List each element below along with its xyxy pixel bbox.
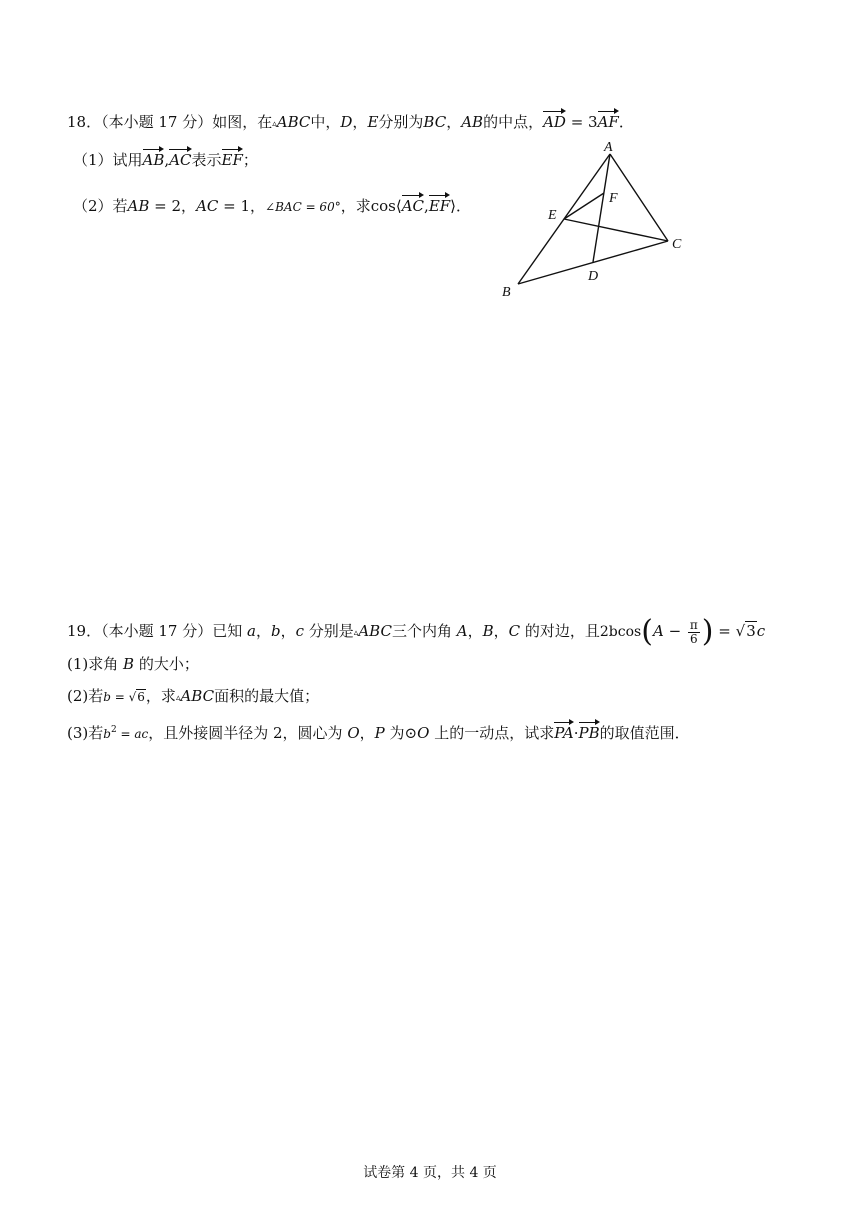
- text: cos⟨: [370, 197, 402, 215]
- sqrt-3: [736, 614, 757, 648]
- segment-ab: AB: [461, 113, 484, 131]
- text: 分别是: [304, 622, 354, 640]
- text: =: [713, 622, 736, 640]
- text: 的对边，且: [520, 622, 600, 640]
- segment-ad-line: [593, 154, 610, 262]
- formula-a: A: [652, 622, 664, 640]
- angle-bac: ∠BAC = 60°: [265, 200, 341, 214]
- text: 上的一动点，试求: [429, 724, 555, 742]
- q19-triangle-label: ABC: [358, 622, 392, 640]
- text: 为: [384, 724, 405, 742]
- triangle-icon: ▵: [353, 628, 359, 638]
- angle-b: B: [123, 655, 135, 673]
- text: =: [116, 727, 135, 741]
- text: 中，: [310, 113, 341, 131]
- text: ，: [352, 113, 368, 131]
- vector-pa: PA: [554, 724, 574, 742]
- text: ，求: [340, 197, 371, 215]
- q18-header: （本小题 17 分）如图，在: [101, 113, 273, 131]
- text: = 2，: [149, 197, 197, 215]
- q18-part2: [73, 196, 471, 217]
- text: = 1，: [218, 197, 266, 215]
- fraction-pi-6: [688, 619, 700, 646]
- q18-number: 18．: [67, 113, 102, 131]
- circle-dot-icon: ⊙: [404, 724, 418, 742]
- vector-ef: EF: [428, 197, 451, 215]
- side-a: a: [247, 622, 256, 640]
- q19-triangle-label: ABC: [180, 687, 215, 705]
- triangle-icon: ▵: [175, 693, 181, 703]
- text: （1）试用: [73, 151, 143, 169]
- text: 的大小；: [134, 655, 199, 673]
- label-f: F: [609, 191, 618, 206]
- radicand: 3: [746, 622, 756, 640]
- segment-ef-line: [564, 193, 604, 219]
- text: ，: [467, 622, 483, 640]
- text: = 3: [565, 113, 598, 131]
- vector-ab: AB: [142, 151, 165, 169]
- angle-c: C: [508, 622, 521, 640]
- q18-triangle-label: ABC: [276, 113, 311, 131]
- text: 面积的最大值；: [214, 687, 320, 705]
- point-p: P: [374, 724, 385, 742]
- fraction-numerator: π: [689, 617, 698, 632]
- text: =: [110, 690, 129, 704]
- text: ,: [424, 197, 429, 215]
- text: ，: [255, 622, 271, 640]
- vector-ad: AD: [543, 113, 566, 131]
- dot-operator: ·: [573, 724, 579, 742]
- product-ac: ac: [134, 727, 149, 741]
- page-footer: 试卷第 4 页，共 4 页: [363, 1165, 497, 1181]
- text: ．: [618, 113, 634, 131]
- side-c: c: [295, 622, 304, 640]
- vector-ef: EF: [221, 151, 243, 169]
- q19-header: （本小题 17 分）已知: [101, 622, 247, 640]
- text: ，: [280, 622, 296, 640]
- angle-b: B: [482, 622, 494, 640]
- text: 表示: [191, 151, 222, 169]
- label-a: A: [604, 140, 613, 155]
- vector-af: AF: [597, 113, 619, 131]
- text: (2)若: [67, 687, 104, 705]
- formula-2b: 2b: [599, 624, 618, 640]
- side-b: b: [103, 690, 111, 704]
- segment-ec-line: [564, 219, 668, 241]
- q18-part1: [73, 150, 258, 170]
- vector-ac: AC: [401, 197, 425, 215]
- radicand: 6: [137, 690, 145, 704]
- point-d: D: [340, 113, 353, 131]
- side-b: b: [103, 727, 111, 741]
- text: ，: [446, 113, 462, 131]
- formula-c: c: [756, 622, 766, 640]
- formula-cos: cos: [617, 624, 642, 640]
- vector-ac: AC: [169, 151, 192, 169]
- text: (3)若: [67, 724, 104, 742]
- text: 三个内角: [391, 622, 457, 640]
- sqrt-icon: √: [735, 622, 746, 640]
- text: ，求: [145, 687, 176, 705]
- label-b: B: [502, 285, 511, 300]
- text: −: [663, 622, 686, 640]
- side-b: b: [270, 622, 281, 640]
- triangle-icon: ▵: [272, 119, 277, 129]
- right-paren-icon: ): [701, 614, 714, 649]
- q19-part1: [67, 654, 199, 674]
- text: ；: [242, 151, 258, 169]
- triangle-figure: [498, 136, 688, 301]
- angle-a: A: [456, 622, 468, 640]
- sqrt-icon: √: [128, 690, 137, 704]
- segment-bc: BC: [423, 113, 447, 131]
- text: ,: [164, 151, 170, 169]
- text: ⟩: [450, 197, 457, 215]
- text: ．: [456, 197, 472, 215]
- center-o: O: [417, 724, 430, 742]
- label-d: D: [588, 269, 599, 284]
- exponent: 2: [110, 725, 117, 735]
- label-c: C: [672, 237, 682, 252]
- left-paren-icon: (: [641, 614, 653, 649]
- vector-pb: PB: [578, 724, 600, 742]
- q19-stem: [67, 614, 765, 648]
- text: ，: [359, 724, 375, 742]
- text: （2）若: [73, 197, 128, 215]
- text: ，且外接圆半径为 2，圆心为: [148, 724, 348, 742]
- q19-part2: [67, 686, 319, 708]
- q19-number: 19．: [67, 622, 102, 640]
- text: 的中点，: [483, 113, 544, 131]
- q18-stem: [67, 112, 634, 134]
- sqrt-6: [129, 687, 146, 707]
- q19-part3: [67, 720, 690, 744]
- fraction-denominator: 6: [690, 631, 698, 646]
- text: (1)求角: [67, 655, 124, 673]
- segment-ab: AB: [127, 197, 150, 215]
- center-o: O: [347, 724, 360, 742]
- point-e: E: [367, 113, 379, 131]
- segment-ac: AC: [196, 197, 219, 215]
- segment-ac-line: [610, 154, 668, 241]
- text: ，: [493, 622, 509, 640]
- label-e: E: [548, 208, 557, 223]
- text: 的取值范围．: [599, 724, 690, 742]
- text: 分别为: [378, 113, 424, 131]
